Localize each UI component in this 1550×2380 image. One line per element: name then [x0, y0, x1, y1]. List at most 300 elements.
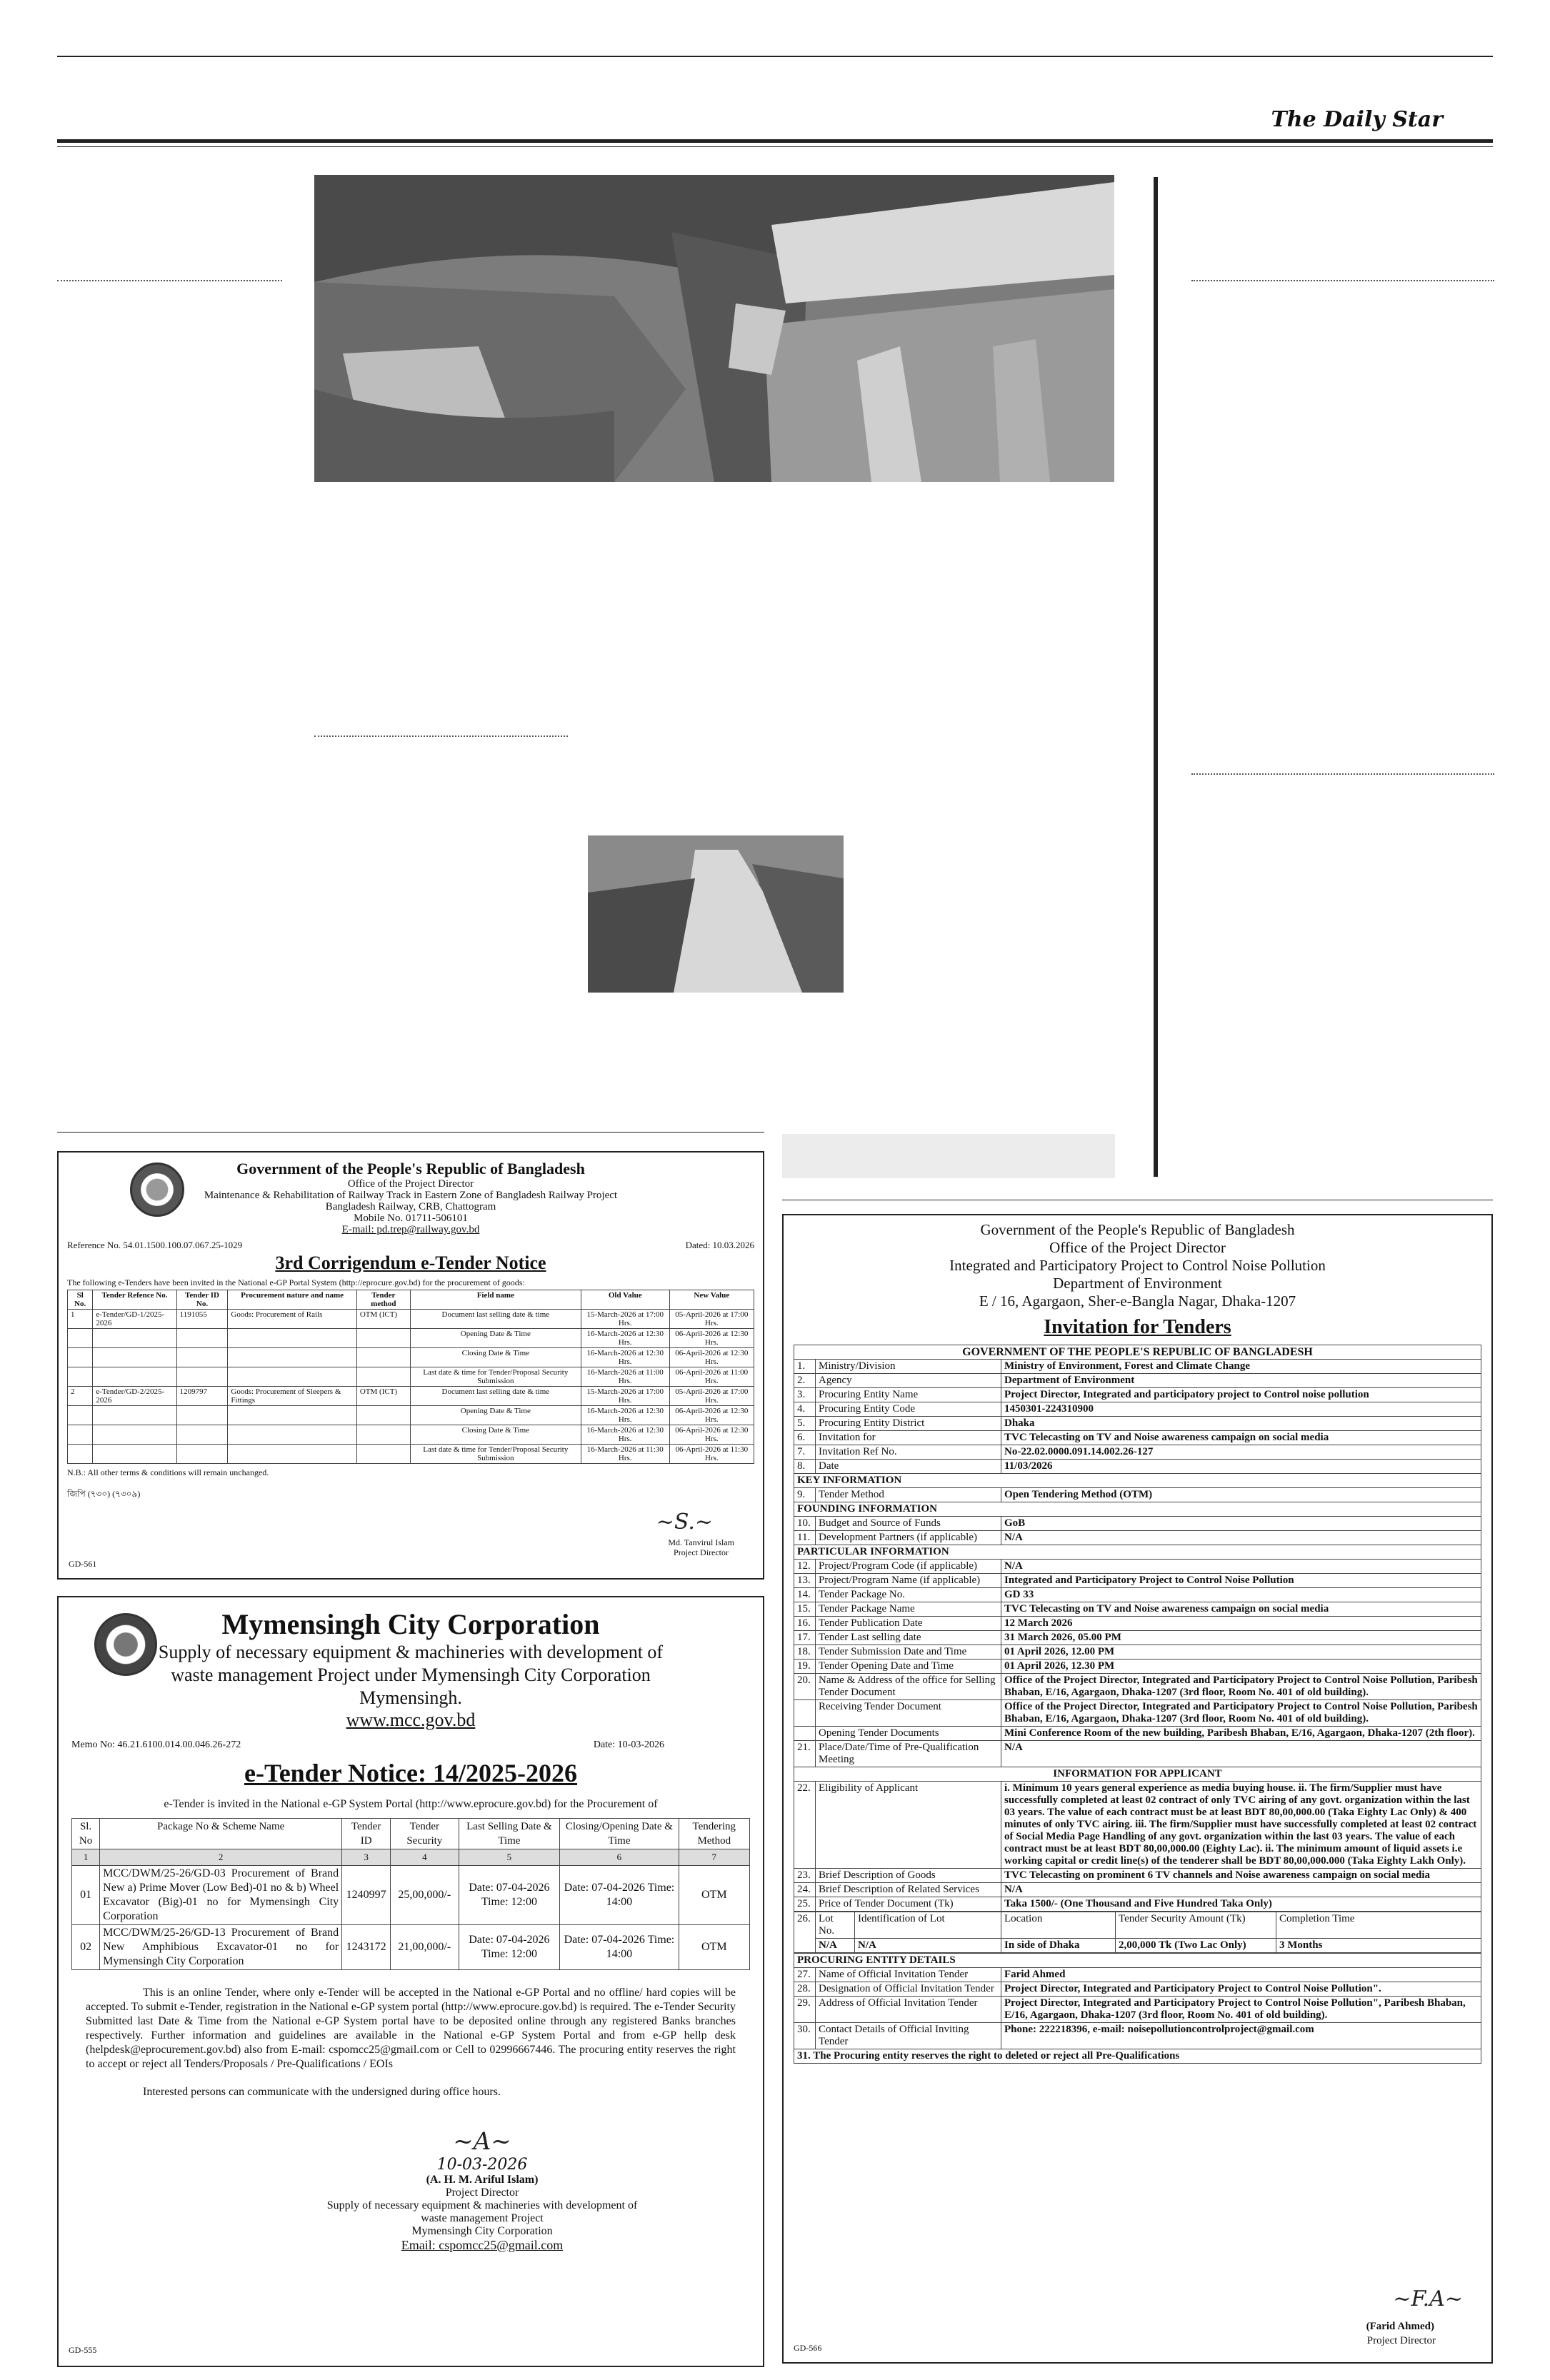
row-label: Price of Tender Document (Tk) [816, 1897, 1001, 1912]
ad2-header-cell: Last Selling Date & Time [459, 1819, 560, 1849]
table-cell: OTM [679, 1866, 749, 1925]
table-row [794, 1431, 1481, 1445]
table-cell: 06-April-2026 at 12:30 Hrs. [669, 1348, 754, 1367]
ad2-signature-icon: ~A~ [453, 2127, 511, 2156]
ad3-address: E / 16, Agargaon, Sher-e-Bangla Nagar, Dhaka-1207 [979, 1292, 1296, 1310]
row-value: Office of the Project Director, Integrated and Participatory Project to Control Noise Pollution, Paribesh Bhaban, E/16, Agargaon, Dhaka-1207 (3rd floor, Room No. 401 of old building). [1001, 1700, 1481, 1727]
table-cell [68, 1329, 93, 1348]
row-number [794, 1727, 816, 1741]
table-cell: OTM [679, 1925, 749, 1970]
table-cell [68, 1348, 93, 1367]
ad3-lot-table [794, 1912, 1481, 1953]
table-cell: e-Tender/GD-1/2025-2026 [93, 1310, 176, 1329]
table-row [794, 1588, 1481, 1602]
table-row [72, 1925, 750, 1970]
table-cell: Closing Date & Time [410, 1348, 581, 1367]
ad2-memo: Memo No: 46.21.6100.014.00.046.26-272 [71, 1739, 241, 1750]
ad1-header-cell: Tender Refence No. [93, 1290, 176, 1310]
table-cell [228, 1445, 356, 1464]
table-cell [176, 1348, 228, 1367]
table-row [68, 1445, 754, 1464]
row-label: Contact Details of Official Inviting Tender [816, 2023, 1001, 2049]
table-row [794, 1517, 1481, 1531]
table-cell: Goods: Procurement of Rails [228, 1310, 356, 1329]
section-row [794, 1545, 1481, 1560]
ad1-office: Office of the Project Director [347, 1178, 474, 1190]
ad3-signer: (Farid Ahmed) [1366, 2321, 1434, 2332]
dotted-separator [57, 280, 282, 281]
row-label: Tender Publication Date [816, 1617, 1001, 1631]
ad1-gov: Government of the People's Republic of Bangladesh [236, 1160, 585, 1178]
row-label: Tender Package Name [816, 1602, 1001, 1617]
ad2-signer: (A. H. M. Ariful Islam) [426, 2174, 539, 2186]
ad2-signer-project: Supply of necessary equipment & machineries with development of waste management Project [326, 2199, 638, 2224]
lot-cell: 3 Months [1276, 1939, 1481, 1953]
gov-seal-icon [130, 1163, 184, 1217]
table-cell: Last date & time for Tender/Proposal Security Submission [410, 1445, 581, 1464]
ad1-signer-title: Project Director [674, 1547, 729, 1557]
table-cell: 1191055 [176, 1310, 228, 1329]
table-cell [93, 1425, 176, 1445]
ad1-intro: The following e-Tenders have been invited in the National e-GP Portal System (http://eprocure.gov.bd) for the procurement of goods: [67, 1277, 525, 1287]
table-cell [356, 1329, 410, 1348]
ad3-gd: GD-566 [794, 2343, 822, 2353]
table-row [794, 1417, 1481, 1431]
table-row [794, 1445, 1481, 1460]
table-cell [68, 1367, 93, 1387]
table-cell: 16-March-2026 at 11:30 Hrs. [581, 1445, 669, 1464]
table-row [68, 1387, 754, 1406]
lot-cell: N/A [855, 1939, 1001, 1953]
table-cell [93, 1406, 176, 1425]
row-value: Phone: 222218396, e-mail: noisepollutioncontrolproject@gmail.com [1001, 2023, 1481, 2049]
ad2-header-cell: Package No & Scheme Name [100, 1819, 342, 1849]
table-cell [68, 1406, 93, 1425]
lot-header-cell: Completion Time [1276, 1912, 1481, 1939]
section-row [794, 1954, 1481, 1968]
row-label: Invitation for [816, 1431, 1001, 1445]
table-cell [356, 1425, 410, 1445]
section-rule [57, 1132, 764, 1133]
row-label: Budget and Source of Funds [816, 1517, 1001, 1531]
ad2-title: Mymensingh City Corporation [221, 1608, 600, 1640]
section-row [794, 1767, 1481, 1782]
dotted-separator [1191, 773, 1494, 775]
ad3-final: 31. The Procuring entity reserves the right to deleted or reject all Pre-Qualifications [794, 2049, 1481, 2064]
row-value: 1450301-224310900 [1001, 1402, 1481, 1417]
table-cell: Closing Date & Time [410, 1425, 581, 1445]
table-row [794, 1982, 1481, 1997]
row-number: 14. [794, 1588, 816, 1602]
table-row [794, 1602, 1481, 1617]
table-cell: Date: 07-04-2026 Time: 14:00 [560, 1925, 679, 1970]
news-photo-drain-bridge [314, 175, 1114, 482]
table-cell [68, 1425, 93, 1445]
table-cell: 21,00,000/- [391, 1925, 459, 1970]
dotted-separator [314, 735, 568, 737]
table-row [68, 1425, 754, 1445]
table-row [794, 1402, 1481, 1417]
row-value: TVC Telecasting on TV and Noise awareness campaign on social media [1001, 1431, 1481, 1445]
lot-header-cell: Location [1001, 1912, 1116, 1939]
table-cell: 16-March-2026 at 12:30 Hrs. [581, 1425, 669, 1445]
ad2-colnum-cell: 3 [342, 1849, 391, 1866]
table-row [794, 1883, 1481, 1897]
row-number: 11. [794, 1531, 816, 1545]
mcc-logo-icon [94, 1613, 157, 1676]
row-number: 29. [794, 1997, 816, 2023]
ad1-org: Bangladesh Railway, CRB, Chattogram [325, 1201, 496, 1212]
row-value: TVC Telecasting on TV and Noise awareness campaign on social media [1001, 1602, 1481, 1617]
table-cell: 06-April-2026 at 11:00 Hrs. [669, 1367, 754, 1387]
ad2-website[interactable]: www.mcc.gov.bd [346, 1709, 476, 1730]
row-label: Opening Tender Documents [816, 1727, 1001, 1741]
ad3-pe-table [794, 1953, 1481, 2049]
row-label: Project/Program Name (if applicable) [816, 1574, 1001, 1588]
ad1-header-cell: Tender method [356, 1290, 410, 1310]
row-value: Project Director, Integrated and Participatory Project to Control Noise Pollution". [1001, 1982, 1481, 1997]
ad2-intro: e-Tender is invited in the National e-GP System Portal (http://www.eprocure.gov.bd) for the Procurement of [164, 1798, 658, 1810]
section-heading: FOUNDING INFORMATION [794, 1502, 1481, 1517]
ad2-gd: GD-555 [69, 2345, 97, 2355]
ad1-mobile: Mobile No. 01711-506101 [354, 1212, 468, 1224]
row-label: Procuring Entity Name [816, 1388, 1001, 1402]
row-value: GoB [1001, 1517, 1481, 1531]
table-row [794, 1388, 1481, 1402]
table-row [794, 1374, 1481, 1388]
row-number: 20. [794, 1674, 816, 1700]
top-rule [57, 56, 1493, 57]
row-value: i. Minimum 10 years general experience as media buying house. ii. The firm/Supplier must have successfully completed at least 02 contract of only TVC airing of any govt. organization within the last 03 years. The value of each contract must be at least BDT 80,00,000.00 (Taka Eighty Lac Only) & 400 minutes of only TVC airing. iii. The firm/Supplier must have successfully completed at least 02 contract of Social Media Page Handling of any govt. organization within the last 03 years. The value of each contract must be at least BDT 80,00,000.00 (Eighty Lac). ii. The minimum amount of liquid assets i.e working capital or credit line(s) of the tenderer shall be BDT 80,00,000.000 (Taka Eighty Lakh Only). [1001, 1782, 1481, 1869]
row-value: Taka 1500/- (One Thousand and Five Hundred Taka Only) [1001, 1897, 1481, 1912]
ad2-email[interactable]: Email: cspomcc25@gmail.com [401, 2238, 564, 2252]
row-value: No-22.02.0000.091.14.002.26-127 [1001, 1445, 1481, 1460]
table-cell: 06-April-2026 at 12:30 Hrs. [669, 1329, 754, 1348]
table-row [794, 1741, 1481, 1767]
ad1-gd: GD-561 [69, 1559, 97, 1569]
table-cell [176, 1329, 228, 1348]
section-heading: PROCURING ENTITY DETAILS [794, 1954, 1481, 1968]
row-number: 22. [794, 1782, 816, 1869]
row-number: 3. [794, 1388, 816, 1402]
ad2-notice: e-Tender Notice: 14/2025-2026 [244, 1759, 577, 1787]
table-cell [68, 1445, 93, 1464]
tender-ad-railway [57, 1151, 764, 1580]
row-value: Integrated and Participatory Project to Control Noise Pollution [1001, 1574, 1481, 1588]
table-row [794, 2023, 1481, 2049]
row-value: 12 March 2026 [1001, 1617, 1481, 1631]
table-row [794, 1460, 1481, 1474]
table-cell: 05-April-2026 at 17:00 Hrs. [669, 1387, 754, 1406]
row-number: 8. [794, 1460, 816, 1474]
table-cell: OTM (ICT) [356, 1310, 410, 1329]
table-row [68, 1310, 754, 1329]
row-label: Brief Description of Related Services [816, 1883, 1001, 1897]
ad2-header-cell: Sl. No [72, 1819, 100, 1849]
row-value: Dhaka [1001, 1417, 1481, 1431]
table-row [68, 1348, 754, 1367]
row-number: 24. [794, 1883, 816, 1897]
row-number: 4. [794, 1402, 816, 1417]
table-row [794, 1645, 1481, 1660]
ad3-office: Office of the Project Director [1049, 1239, 1226, 1256]
table-cell [93, 1329, 176, 1348]
news-photo-road [588, 835, 844, 993]
ad3-table-head: GOVERNMENT OF THE PEOPLE'S REPUBLIC OF BANGLADESH [794, 1345, 1481, 1360]
row-value: TVC Telecasting on prominent 6 TV channels and Noise awareness campaign on social media [1001, 1869, 1481, 1883]
row-number: 7. [794, 1445, 816, 1460]
table-cell [356, 1445, 410, 1464]
section-row [794, 1474, 1481, 1488]
table-row [68, 1329, 754, 1348]
row-number: 1. [794, 1360, 816, 1374]
table-cell [228, 1329, 356, 1348]
ad2-sig-date: 10-03-2026 [436, 2156, 528, 2174]
row-number: 27. [794, 1968, 816, 1982]
table-cell [93, 1445, 176, 1464]
table-cell [228, 1425, 356, 1445]
ad2-colnum-cell: 1 [72, 1849, 100, 1866]
row-label: Tender Last selling date [816, 1631, 1001, 1645]
table-cell: 06-April-2026 at 11:30 Hrs. [669, 1445, 754, 1464]
row-value: 01 April 2026, 12.00 PM [1001, 1645, 1481, 1660]
row-number: 30. [794, 2023, 816, 2049]
ad2-colnum-cell: 5 [459, 1849, 560, 1866]
row-label: Tender Method [816, 1488, 1001, 1502]
ad2-table [71, 1818, 750, 1970]
ad2-header-cell: Tendering Method [679, 1819, 749, 1849]
ad1-header-cell: Procurement nature and name [228, 1290, 356, 1310]
ad2-colnum-cell: 7 [679, 1849, 749, 1866]
table-cell: 15-March-2026 at 17:00 Hrs. [581, 1310, 669, 1329]
table-cell: Document last selling date & time [410, 1387, 581, 1406]
ad1-dated: Dated: 10.03.2026 [685, 1240, 754, 1250]
lot-cell: In side of Dhaka [1001, 1939, 1116, 1953]
row-number [794, 1700, 816, 1727]
table-row [794, 1631, 1481, 1645]
table-cell: 16-March-2026 at 12:30 Hrs. [581, 1348, 669, 1367]
table-row [794, 1360, 1481, 1374]
row-value: N/A [1001, 1741, 1481, 1767]
table-cell [356, 1367, 410, 1387]
row-number: 21. [794, 1741, 816, 1767]
row-label: Place/Date/Time of Pre-Qualification Meeting [816, 1741, 1001, 1767]
row-label: Project/Program Code (if applicable) [816, 1560, 1001, 1574]
dotted-separator [1191, 280, 1494, 281]
row-value: 11/03/2026 [1001, 1460, 1481, 1474]
section-heading: PARTICULAR INFORMATION [794, 1545, 1481, 1560]
ad1-signer: Md. Tanvirul Islam [668, 1537, 734, 1547]
row-number: 25. [794, 1897, 816, 1912]
tender-ad-mymensingh [57, 1596, 764, 2367]
row-label: Name of Official Invitation Tender [816, 1968, 1001, 1982]
row-label: Brief Description of Goods [816, 1869, 1001, 1883]
ad3-project: Integrated and Participatory Project to Control Noise Pollution [949, 1257, 1326, 1274]
row-value: 31 March 2026, 05.00 PM [1001, 1631, 1481, 1645]
section-heading: KEY INFORMATION [794, 1474, 1481, 1488]
table-cell: 05-April-2026 at 17:00 Hrs. [669, 1310, 754, 1329]
table-cell [176, 1445, 228, 1464]
ad3-dept: Department of Environment [1053, 1275, 1222, 1292]
row-value: Department of Environment [1001, 1374, 1481, 1388]
table-cell: 01 [72, 1866, 100, 1925]
table-cell [228, 1367, 356, 1387]
row-value: Ministry of Environment, Forest and Climate Change [1001, 1360, 1481, 1374]
row-number: 15. [794, 1602, 816, 1617]
table-cell: 16-March-2026 at 12:30 Hrs. [581, 1329, 669, 1348]
row-value: Open Tendering Method (OTM) [1001, 1488, 1481, 1502]
table-cell [93, 1348, 176, 1367]
table-cell [93, 1367, 176, 1387]
table-row [794, 1869, 1481, 1883]
row-label: Tender Opening Date and Time [816, 1660, 1001, 1674]
ad2-contact: Interested persons can communicate with the undersigned during office hours. [143, 2086, 501, 2098]
table-cell: Date: 07-04-2026 Time: 12:00 [459, 1925, 560, 1970]
row-label: Name & Address of the office for Selling Tender Document [816, 1674, 1001, 1700]
row-number: 26. [794, 1912, 816, 1953]
row-number: 12. [794, 1560, 816, 1574]
row-number: 9. [794, 1488, 816, 1502]
table-row [794, 1897, 1481, 1912]
table-cell [176, 1425, 228, 1445]
row-label: Tender Package No. [816, 1588, 1001, 1602]
table-row [794, 1727, 1481, 1741]
row-number: 6. [794, 1431, 816, 1445]
table-cell: Goods: Procurement of Sleepers & Fittings [228, 1387, 356, 1406]
table-row [68, 1406, 754, 1425]
ad1-signature-icon: ~S.~ [656, 1510, 713, 1535]
table-cell: 16-March-2026 at 11:00 Hrs. [581, 1367, 669, 1387]
row-label: Development Partners (if applicable) [816, 1531, 1001, 1545]
ad2-body-text: This is an online Tender, where only e-Tender will be accepted in the National e-GP Portal and no offline/ hard copies will be accepted. To submit e-Tender, registration in the National e-GP system portal (http://www.eprocure.gov.bd) is required. The e-Tender Security Submitted last Date & Time from the National e-GP System portal have to be deposited online through any registered Banks branches respectively. Further information and guidelines are available in the National e-GP System Portal and from e-GP hellp desk (helpdesk@eprocurement.gov.bd) also from E-mail: cspomcc25@gmail.com or Cell to 02996667446. The procuring entity reserves the right to accept or reject all Tenders/Proposals / Pre-Qualifications / EOIs [86, 1987, 736, 2070]
table-cell: 1240997 [342, 1866, 391, 1925]
ad1-jpr: জিপি (৭৩০) (৭৩০৯) [67, 1489, 141, 1499]
row-value: N/A [1001, 1883, 1481, 1897]
table-cell: MCC/DWM/25-26/GD-03 Procurement of Brand New a) Prime Mover (Low Bed)-01 no & b) Wheel Excavator (Big)-01 no for Mymensingh City Corporation [100, 1866, 342, 1925]
ad1-email[interactable]: E-mail: pd.trep@railway.gov.bd [341, 1224, 480, 1235]
section-heading: INFORMATION FOR APPLICANT [794, 1767, 1481, 1782]
ad3-gov: Government of the People's Republic of Bangladesh [980, 1221, 1295, 1238]
masthead-rule [57, 139, 1493, 143]
table-cell: 25,00,000/- [391, 1866, 459, 1925]
row-label: Receiving Tender Document [816, 1700, 1001, 1727]
section-row [794, 1502, 1481, 1517]
table-row [794, 1660, 1481, 1674]
tender-ad-noise [782, 1214, 1493, 2364]
paper-name: The Daily Star [1271, 107, 1443, 132]
lot-cell: N/A [816, 1939, 855, 1953]
row-label: Tender Submission Date and Time [816, 1645, 1001, 1660]
table-row [794, 1617, 1481, 1631]
masthead-rule-thin [57, 146, 1493, 147]
ad3-title: Invitation for Tenders [1044, 1316, 1231, 1338]
row-value: Office of the Project Director, Integrated and Participatory Project to Control Noise Pollution, Paribesh Bhaban, E/16, Agargaon, Dhaka-1207 (3rd floor, Room No. 401 of old building). [1001, 1674, 1481, 1700]
ad2-header-cell: Closing/Opening Date & Time [560, 1819, 679, 1849]
ad1-title: 3rd Corrigendum e-Tender Notice [275, 1252, 546, 1273]
row-label: Invitation Ref No. [816, 1445, 1001, 1460]
ad3-signature-icon: ~F.A~ [1393, 2286, 1463, 2311]
table-cell: Date: 07-04-2026 Time: 14:00 [560, 1866, 679, 1925]
row-number: 17. [794, 1631, 816, 1645]
table-cell [176, 1367, 228, 1387]
row-label: Procuring Entity Code [816, 1402, 1001, 1417]
lot-header-cell: Lot No. [816, 1912, 855, 1939]
ad3-signer-title: Project Director [1366, 2335, 1436, 2346]
table-row [794, 1574, 1481, 1588]
row-number: 13. [794, 1574, 816, 1588]
table-cell: 02 [72, 1925, 100, 1970]
ad1-project: Maintenance & Rehabilitation of Railway Track in Eastern Zone of Bangladesh Railway Project [204, 1190, 618, 1201]
grey-panel [782, 1134, 1115, 1178]
row-number: 2. [794, 1374, 816, 1388]
row-value: N/A [1001, 1531, 1481, 1545]
row-value: Farid Ahmed [1001, 1968, 1481, 1982]
table-row [794, 1782, 1481, 1869]
table-row [794, 1968, 1481, 1982]
table-cell: Document last selling date & time [410, 1310, 581, 1329]
table-cell: 1 [68, 1310, 93, 1329]
table-row [794, 1531, 1481, 1545]
row-value: 01 April 2026, 12.30 PM [1001, 1660, 1481, 1674]
row-number: 28. [794, 1982, 816, 1997]
ad2-signer-title: Project Director [445, 2186, 519, 2199]
row-number: 5. [794, 1417, 816, 1431]
ad2-header-cell: Tender ID [342, 1819, 391, 1849]
row-number: 18. [794, 1645, 816, 1660]
table-row [72, 1866, 750, 1925]
table-cell: 1243172 [342, 1925, 391, 1970]
row-number: 19. [794, 1660, 816, 1674]
table-cell: 1209797 [176, 1387, 228, 1406]
lot-header-cell: Identification of Lot [855, 1912, 1001, 1939]
table-cell: 2 [68, 1387, 93, 1406]
ad1-header-cell: New Value [669, 1290, 754, 1310]
table-row [794, 1997, 1481, 2023]
ad2-colnum-cell: 4 [391, 1849, 459, 1866]
row-label: Ministry/Division [816, 1360, 1001, 1374]
ad1-nb: N.B.: All other terms & conditions will remain unchanged. [67, 1467, 269, 1477]
ad1-header-cell: Tender ID No. [176, 1290, 228, 1310]
row-value: Project Director, Integrated and Participatory Project to Control Noise Pollution", Paribesh Bhaban, E/16, Agargaon, Dhaka-1207 (3rd floor, Room No. 401 of old building). [1001, 1997, 1481, 2023]
table-row [794, 1700, 1481, 1727]
row-label: Procuring Entity District [816, 1417, 1001, 1431]
ad2-signer-org: Mymensingh City Corporation [411, 2225, 553, 2237]
row-label: Agency [816, 1374, 1001, 1388]
table-row [794, 1560, 1481, 1574]
row-label: Eligibility of Applicant [816, 1782, 1001, 1869]
table-cell: e-Tender/GD-2/2025-2026 [93, 1387, 176, 1406]
table-cell: Opening Date & Time [410, 1406, 581, 1425]
ad2-subtitle: Supply of necessary equipment & machineries with development of waste management Project under Mymensingh City Corporation Mymensingh. [158, 1642, 664, 1708]
row-number: 23. [794, 1869, 816, 1883]
table-cell [176, 1406, 228, 1425]
row-label: Designation of Official Invitation Tender [816, 1982, 1001, 1997]
table-cell: Last date & time for Tender/Proposal Security Submission [410, 1367, 581, 1387]
ad2-header-cell: Tender Security [391, 1819, 459, 1849]
table-cell: OTM (ICT) [356, 1387, 410, 1406]
ad1-header-cell: Sl No. [68, 1290, 93, 1310]
table-cell: MCC/DWM/25-26/GD-13 Procurement of Brand New Amphibious Excavator-01 no for Mymensingh City Corporation [100, 1925, 342, 1970]
table-cell: 16-March-2026 at 12:30 Hrs. [581, 1406, 669, 1425]
table-cell [356, 1406, 410, 1425]
ad1-header-cell: Field name [410, 1290, 581, 1310]
ad1-table [67, 1290, 754, 1464]
row-value: Mini Conference Room of the new building, Paribesh Bhaban, E/16, Agargaon, Dhaka-1207 (2th floor). [1001, 1727, 1481, 1741]
table-row [794, 1488, 1481, 1502]
table-cell [228, 1406, 356, 1425]
row-label: Address of Official Invitation Tender [816, 1997, 1001, 2023]
lot-cell: 2,00,000 Tk (Two Lac Only) [1116, 1939, 1276, 1953]
